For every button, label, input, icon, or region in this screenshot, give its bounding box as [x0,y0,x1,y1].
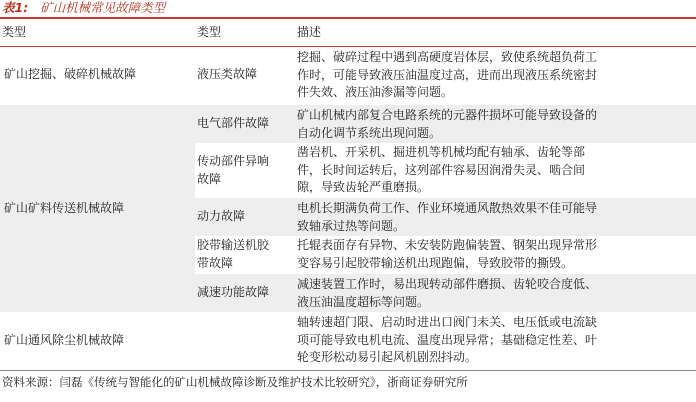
type-cell: 电气部件故障 [197,116,270,130]
description-cell: 托辊表面存有异物、未安装防跑偏装置、钢架出现异常形 变容易引起胶带输送机出现跑偏，导致胶带的撕毁。 [297,238,598,270]
type-cell: 液压类故障 [197,67,258,81]
bottom-rule [0,370,696,371]
table-caption [2,0,165,16]
header-description: 描述 [297,25,322,39]
category-cell: 矿山矿料传送机械故障 [4,201,125,215]
table-row [0,198,696,236]
description-cell: 凿岩机、开采机、掘进机等机械均配有轴承、齿轮等部 件，长时间运转后，这列部件容易因润滑失灵、啮合间 隙，导致齿轮严重磨损。 [297,145,586,194]
table-header [0,19,696,46]
source-note: 资料来源：闫磊《传统与智能化的矿山机械故障诊断及维护技术比较研究》，浙商证券研究所 [2,375,468,389]
description-cell: 挖掘、破碎过程中遇到高硬度岩体层，致使系统超负荷工 作时，可能导致液压油温度过高，进而出现液压系统密封 件失效、液压油渗漏等问题。 [297,50,598,99]
type-cell: 胶带输送机胶 带故障 [197,238,270,270]
table-row [0,47,696,104]
description-cell: 电机长期满负荷工作、作业环境通风散热效果不佳可能导 致轴承过热等问题。 [297,201,598,233]
type-cell: 传动部件异响 故障 [197,154,270,186]
table-row [195,236,696,274]
table-row [0,274,696,312]
description-cell: 矿山机械内部复合电路系统的元器件损坏可能导致设备的 自动化调节系统出现问题。 [297,108,598,140]
type-cell: 动力故障 [197,209,246,223]
description-cell: 减速装置工作时，易出现转动部件磨损、齿轮咬合度低、 液压油温度超标等问题。 [297,277,598,309]
category-cell: 矿山挖掘、破碎机械故障 [4,67,137,81]
caption-title: 矿山机械常见故障类型 [40,0,166,15]
header-type: 类型 [197,25,222,39]
category-cell: 矿山通风除尘机械故障 [4,333,125,347]
header-category: 类型 [2,25,27,39]
caption-label: 表1: [2,0,29,15]
table-row [0,312,696,369]
table-row [195,143,696,198]
type-cell: 减速功能故障 [197,285,270,299]
table-row [0,105,696,143]
description-cell: 轴转速超门限、启动时进出口阀门未关、电压低或电流缺 项可能导致电机电流、温度出现异常；基础稳定性差、叶 轮变形松动易引起风机剧烈抖动。 [297,315,598,364]
